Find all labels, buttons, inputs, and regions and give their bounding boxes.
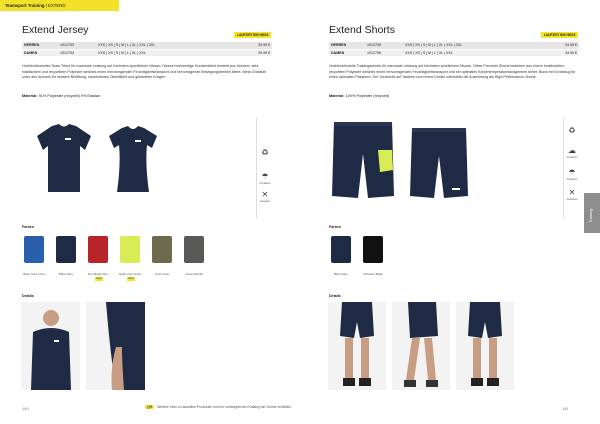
cycle-icon: ♻ [261,148,269,157]
footer-note-text: Weitere Infos zu aktuellen Produkten sind im umfangreichen Katalog der Sonne erhältlich [157,405,292,409]
sizes: XXS | XS | S | M | L | XL | XXL [96,49,235,56]
detail-photo-side [392,302,450,390]
icon-label: Funktion [566,155,578,159]
swatch-name: Rot/ Bright Red [88,272,108,276]
color-swatch[interactable] [88,236,108,263]
details-label: Details [22,294,34,298]
sizes: XXS | XS | S | M | L | XL | XXL | 3XL [403,42,542,49]
section-suffix: | EXTEND [45,3,66,8]
article-number: 1912754 [58,49,96,56]
spec-label: HERREN [22,42,58,49]
color-swatch[interactable] [152,236,172,263]
spec-row-men [329,42,579,49]
product-description: Hochfunktionelles Team-Trikot für maximale Leistung auf höchstem sportlichem Niveau. Dieses hochwertige Kurzarmtrikot besteht aus dünnem, sehr elastischem und recyceltem Polyester welches einen hervorragenden Feuchtigkeitstransport und hervorragende Bewegungsfreiheit bietet. Mesh-Einsätze unter den Achseln für bessere Belüftung, strukturiertes Oberfläche und gekanteter Kragen. [22,64,267,80]
swatch-label [53,272,79,276]
swatch-label [149,272,175,276]
material-line [22,94,100,98]
swatch-label [117,272,143,281]
footer-note [145,405,291,409]
color-swatch[interactable] [184,236,204,263]
section-header [0,0,119,11]
material-label: Material: [22,94,38,98]
article-number: 1912753 [58,42,96,49]
swatch-label [21,272,47,276]
swatch-name: Gelb/ Lime Fresh [118,272,142,276]
feature-icon-cloud [565,146,579,159]
detail-photo-sleeve [86,302,145,390]
drops-icon: ☂ [568,168,576,177]
swatch-name: Schwarz/ Black [363,272,383,276]
spec-label: HERREN [329,42,365,49]
cycle-icon: ♻ [568,126,576,135]
color-swatch[interactable] [331,236,351,263]
icon-label: Gewebe [566,197,578,201]
color-swatch[interactable] [56,236,76,263]
shirt-icon: ✕ [261,190,269,199]
jersey-column [22,24,272,98]
material-label: Material: [329,94,345,98]
feature-icon-shirt [565,188,579,201]
section-name: Teamsport Training [5,3,45,8]
swatch-name: Grün/ Grau [154,272,170,276]
sizes: XXS | XS | S | M | L | XL | XXL | 3XL [96,42,235,49]
shorts-women-image [408,126,470,200]
swatch-name: Blau/ Navy [334,272,348,276]
feature-icon-drops [258,172,272,185]
price: 39.95 € [235,49,272,56]
runtime-badge: LAUFZEIT BIS HW23 [234,32,271,38]
article-number: 1912755 [365,42,403,49]
colors-label: Farben [329,225,341,229]
details-label: Details [329,294,341,298]
qr-icon: QR [147,405,153,409]
product-title: Extend Shorts [329,24,395,36]
price: 34.95 € [542,49,579,56]
detail-photo-front [328,302,386,390]
jersey-women-image [105,124,161,194]
icon-label: Funktion [259,181,271,185]
swatch-name: Blau/ Navy [59,272,73,276]
detail-photo-model [21,302,80,390]
icon-label: Funktion [566,177,578,181]
spec-row-women [329,49,579,56]
divider [256,118,257,218]
shorts-column [329,24,579,98]
shirt-icon: ✕ [568,188,576,197]
feature-icon-cycle [258,148,272,157]
cloud-icon: ☁ [568,146,576,155]
swatch-name: Grau/ Asphalt [185,272,203,276]
material-line [329,94,389,98]
divider [563,118,564,218]
side-tab-label: Training [588,208,593,223]
swatch-label [360,272,386,276]
color-swatch[interactable] [24,236,44,263]
side-tab[interactable] [584,193,600,233]
spec-row-men [22,42,272,49]
spec-label: DAMEN [329,49,365,56]
product-title: Extend Jersey [22,24,89,36]
runtime-badge: LAUFZEIT BIS HW23 [541,32,578,38]
new-tag: NEU [128,277,134,280]
price: 39.95 € [235,42,272,49]
material-value: 91% Polyester (recycelt) 9% Elastan [38,94,101,98]
feature-icon-drops [565,168,579,181]
feature-icon-cycle [565,126,579,135]
swatch-name: Blau/ Gold Crest [23,272,45,276]
new-tag: NEU [96,277,102,280]
detail-photo-back [456,302,514,390]
jersey-men-image [35,122,93,194]
spec-row-women [22,49,272,56]
spec-table [22,42,272,57]
shorts-men-image [330,120,396,200]
article-number: 1912756 [365,49,403,56]
page-number-right: 141 [562,406,569,411]
material-value: 100% Polyester (recycelt) [345,94,389,98]
page-number-left: 140 [22,406,29,411]
swatch-label [328,272,354,276]
feature-icon-shirt [258,190,272,203]
drops-icon: ☂ [261,172,269,181]
spec-table [329,42,579,57]
product-description: Hochfunktionelle Trainingsshorts für maximale Leistung auf höchstem sportlichem Niveau. Diese Premium-Shorts bestehen aus einem funktionellen, recycelten Polyester welches einen hervorragenden Feuchtigkeitstransport und ein optimales Körpertemperaturmanagement bietet. Bund mit Kordelzug für einen optimalen Passform. Der Vorschnitt auf Taschen und innere Kordel unterstützt die Ausrichtung als High-Performance-Shorts. [329,64,576,80]
icon-label: Gewebe [259,199,271,203]
price: 34.95 € [542,42,579,49]
color-swatch[interactable] [363,236,383,263]
spec-label: DAMEN [22,49,58,56]
colors-label: Farben [22,225,34,229]
sizes: XXS | XS | S | M | L | XL | XXL [403,49,542,56]
color-swatch[interactable] [120,236,140,263]
swatch-label [181,272,207,276]
swatch-label [85,272,111,281]
